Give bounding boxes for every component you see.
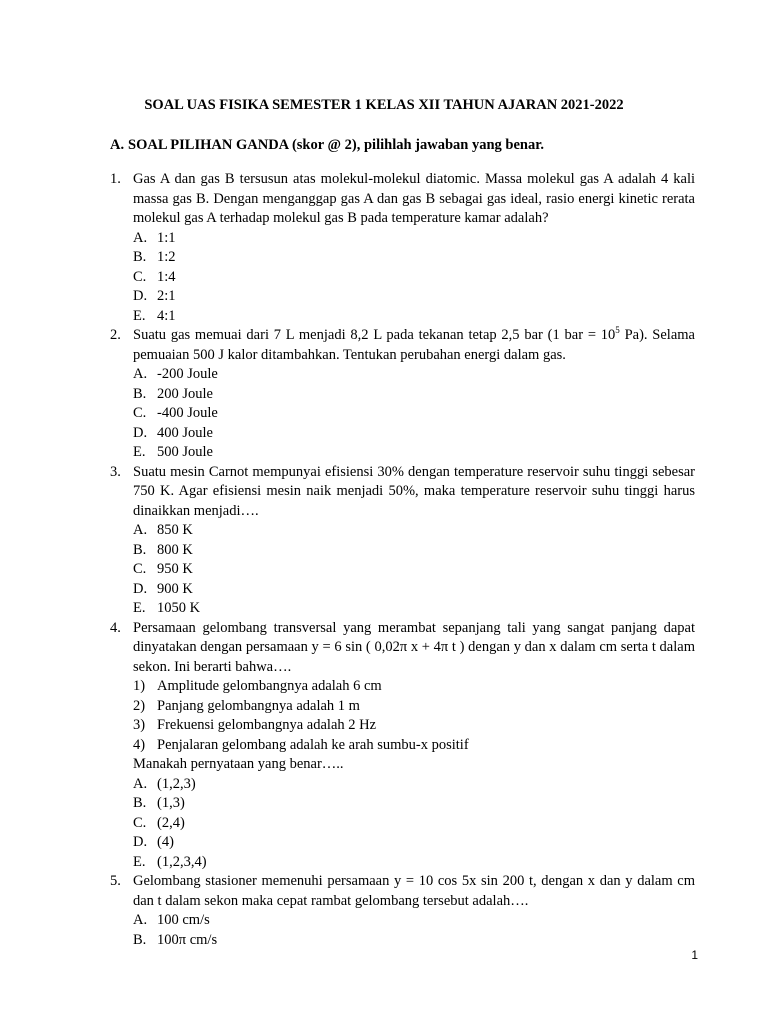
option-letter: A. [133,775,148,792]
question-number: 1. [110,171,121,187]
statement-4 [133,736,695,756]
option-a [133,521,695,541]
exponent: 5 [615,325,620,336]
page-number: 1 [691,948,698,962]
option-c [133,814,695,834]
option-text: 200 Joule [157,385,213,402]
statement-text: Panjang gelombangnya adalah 1 m [157,697,360,714]
option-letter: B. [133,795,147,811]
option-e [133,599,695,619]
question-text-part: Pa). Selama pemuaian 500 J kalor ditambahkan. Tentukan perubahan energi dalam gas. [133,327,695,363]
question-number: 5. [110,873,121,889]
statement-number: 2) [133,697,146,714]
question-prompt: Manakah pernyataan yang benar….. [133,756,344,772]
option-text: (4) [157,834,174,850]
statement-number: 3) [133,717,146,733]
statement-text: Penjalaran gelombang adalah ke arah sumbu-x positif [157,736,469,753]
statement-2 [133,697,695,717]
option-letter: D. [133,834,148,850]
question-text: Gelombang stasioner memenuhi persamaan y = 10 cos 5x sin 200 t, dengan x dan y dalam cm dan t dalam sekon maka cepat rambat gelombang tersebut adalah…. [133,873,695,909]
option-letter: D. [133,424,148,441]
question-number: 3. [110,463,121,480]
option-text: 100π cm/s [157,931,218,948]
question-1 [110,170,695,326]
question-body [133,619,695,873]
question-number: 2. [110,327,121,343]
option-e [133,307,695,327]
option-e [133,853,695,873]
option-text: 1050 K [157,600,201,616]
question-text [133,326,695,365]
option-letter: E. [133,307,146,324]
option-text: 800 K [157,541,193,558]
option-text: 100 cm/s [157,912,210,928]
option-text: 4:1 [157,307,176,324]
option-letter: B. [133,541,147,558]
section-heading [110,136,544,156]
option-e [133,443,695,463]
option-b [133,385,695,405]
option-a [133,229,695,249]
question-5 [110,872,695,950]
option-text: (2,4) [157,814,185,831]
option-letter: D. [133,288,148,304]
statement-1 [133,677,695,697]
option-text: 500 Joule [157,444,213,460]
statement-number: 4) [133,736,146,753]
option-a [133,911,695,931]
section-text: SOAL PILIHAN GANDA (skor @ 2), pilihlah jawaban yang benar. [128,137,544,153]
option-text: 950 K [157,561,193,577]
option-text: (1,3) [157,795,185,811]
question-2 [110,326,695,463]
option-a [133,365,695,385]
option-d [133,424,695,444]
option-text: 1:1 [157,229,176,246]
option-text: 1:4 [157,268,176,285]
option-b [133,248,695,268]
option-a [133,775,695,795]
option-text: 2:1 [157,288,176,304]
question-body [133,326,695,463]
statement-number: 1) [133,678,146,694]
question-3 [110,463,695,619]
option-letter: B. [133,385,147,402]
option-text: (1,2,3) [157,775,196,792]
statement-text: Amplitude gelombangnya adalah 6 cm [157,678,382,694]
question-text: Suatu mesin Carnot mempunyai efisiensi 30% dengan temperature reservoir suhu tinggi sebesar 750 K. Agar efisiensi mesin naik menjadi 50%, maka temperature reservoir suhu tinggi harus dinaikkan menjadi…. [133,463,695,519]
statement-text: Frekuensi gelombangnya adalah 2 Hz [157,717,377,733]
option-letter: C. [133,405,147,421]
option-b [133,794,695,814]
question-text: Persamaan gelombang transversal yang merambat sepanjang tali yang sangat panjang dapat dinyatakan dengan persamaan y = 6 sin ( 0,02π x + 4π t ) dengan y dan x dalam cm serta t dalam sekon. Ini berarti bahwa…. [133,619,695,675]
option-text: 1:2 [157,249,176,265]
option-c [133,404,695,424]
option-letter: B. [133,249,147,265]
statement-3 [133,716,695,736]
option-letter: A. [133,522,148,538]
question-body [133,872,695,950]
option-text: -400 Joule [157,405,218,421]
page-title: SOAL UAS FISIKA SEMESTER 1 KELAS XII TAHUN AJARAN 2021-2022 [144,97,624,113]
question-number: 4. [110,619,121,636]
option-c [133,268,695,288]
option-letter: E. [133,600,146,616]
option-letter: D. [133,580,148,597]
option-text: 400 Joule [157,424,213,441]
question-body [133,463,695,619]
option-letter: A. [133,229,148,246]
question-text-part: Suatu gas memuai dari 7 L menjadi 8,2 L pada tekanan tetap 2,5 bar (1 bar = 10 [133,327,616,343]
option-letter: C. [133,561,147,577]
option-letter: C. [133,814,147,831]
option-letter: C. [133,268,147,285]
section-letter: A. [110,137,125,153]
option-text: -200 Joule [157,366,218,382]
option-d [133,580,695,600]
option-c [133,560,695,580]
option-b [133,931,695,951]
option-d [133,287,695,307]
option-letter: B. [133,931,147,948]
option-b [133,541,695,561]
question-body [133,170,695,326]
question-4 [110,619,695,873]
option-letter: A. [133,366,148,382]
option-text: 850 K [157,522,193,538]
option-text: 900 K [157,580,193,597]
option-text: (1,2,3,4) [157,853,207,870]
question-list [110,170,695,950]
option-letter: A. [133,912,148,928]
option-letter: E. [133,444,146,460]
option-letter: E. [133,853,146,870]
question-text: Gas A dan gas B tersusun atas molekul-molekul diatomic. Massa molekul gas A adalah 4 kali massa gas B. Dengan menganggap gas A dan gas B sebagai gas ideal, rasio energi kinetic rerata molekul gas A terhadap molekul gas B pada temperature kamar adalah? [133,171,695,226]
option-d [133,833,695,853]
